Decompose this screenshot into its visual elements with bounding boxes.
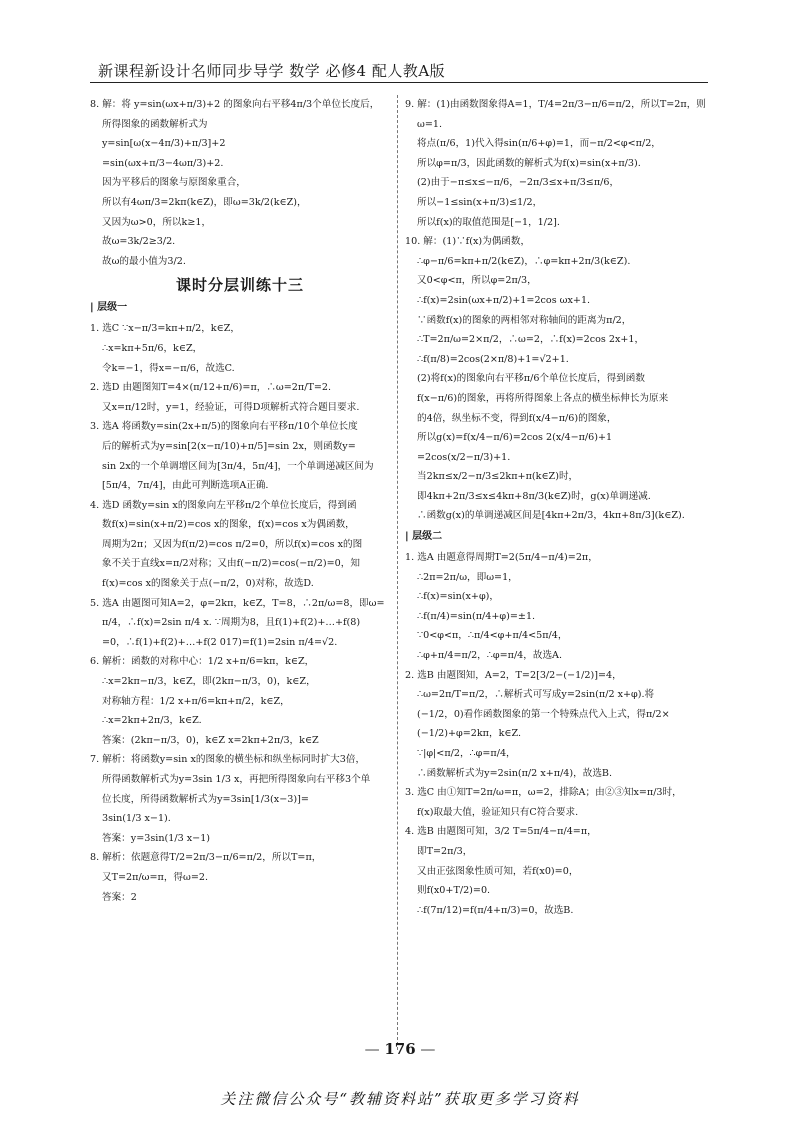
text-line: (−1/2，0)看作函数图象的第一个特殊点代入上式，得π/2× [417, 708, 670, 720]
text-line: 后的解析式为y=sin[2(x−π/10)+π/5]=sin 2x，则函数y= [102, 440, 356, 452]
text-line: 8. 解析：依题意得T/2=2π/3−π/6=π/2，所以T=π， [90, 852, 322, 864]
page-header [90, 58, 708, 83]
left-pre-lines [90, 95, 390, 271]
text-line: y=sin[ω(x−4π/3)+π/3]+2 [102, 138, 226, 150]
text-line: 当2kπ≤x/2−π/3≤2kπ+π(k∈Z)时， [417, 471, 579, 483]
right-lines [405, 95, 710, 526]
left-column [90, 95, 390, 1055]
text-line: 所以g(x)=f(x/4−π/6)=2cos 2(x/4−π/6)+1 [417, 432, 613, 444]
text-line: ∵函数f(x)的图象的两相邻对称轴间的距离为π/2， [417, 314, 632, 326]
level-tag: | 层级一 [90, 302, 128, 314]
text-line: 10. 解：(1)∵f(x)为偶函数， [405, 236, 531, 248]
column-divider [397, 95, 398, 1050]
text-line: 3. 选A 将函数y=sin(2x+π/5)的图象向右平移π/10个单位长度 [90, 421, 358, 433]
text-line: 所得图象的函数解析式为 [102, 118, 208, 130]
page-number: — 176 — [364, 1040, 436, 1058]
text-line: ∴T=2π/ω=2×π/2，∴ω=2，∴f(x)=2cos 2x+1， [417, 334, 645, 346]
text-line: ∴ω=2π/T=π/2，∴解析式可写成y=2sin(π/2 x+φ).将 [417, 689, 655, 701]
page-number-value: 176 [384, 1040, 416, 1058]
text-line: ∴函数解析式为y=2sin(π/2 x+π/4)，故选B. [417, 767, 613, 779]
text-line: [5π/4，7π/4]，由此可判断选项A正确. [102, 480, 269, 492]
text-line: (2)将f(x)的图象向右平移π/6个单位长度后，得到函数 [417, 373, 645, 385]
text-line: ω=1. [417, 118, 443, 130]
text-line: ∴x=2kπ−π/3，k∈Z，即(2kπ−π/3，0)，k∈Z， [102, 676, 316, 688]
text-line: 答案：2 [102, 891, 137, 903]
text-line: ∴φ+π/4=π/2，∴φ=π/4，故选A. [417, 650, 563, 662]
footer-note: 关注微信公众号“教辅资料站”获取更多学习资料 [220, 1090, 580, 1108]
text-line: 1. 选A 由题意得周期T=2(5π/4−π/4)=2π， [405, 552, 598, 564]
text-line: 即T=2π/3， [417, 845, 473, 857]
text-line: 又由正弦图象性质可知，若f(x0)=0， [417, 865, 579, 877]
text-line: f(x−π/6)的图象，再将所得图象上各点的横坐标伸长为原来 [417, 392, 669, 404]
text-line: ∴f(π/4)=sin(π/4+φ)=±1. [417, 610, 536, 622]
text-line: 即4kπ+2π/3≤x≤4kπ+8π/3(k∈Z)时，g(x)单调递减. [417, 490, 651, 502]
text-line: ∴φ−π/6=kπ+π/2(k∈Z)，∴φ=kπ+2π/3(k∈Z). [417, 255, 631, 267]
text-line: 3sin(1/3 x−1). [102, 813, 171, 825]
text-line: 令k=−1，得x=−π/6，故选C. [102, 362, 235, 374]
text-line: 所以f(x)的取值范围是[−1，1/2]. [417, 216, 560, 228]
text-line: 又因为ω>0，所以k≥1， [102, 216, 212, 228]
text-line: 3. 选C 由①知T=2π/ω=π，ω=2，排除A；由②③知x=π/3时， [405, 787, 682, 799]
text-line: 6. 解析：函数的对称中心：1/2 x+π/6=kπ，k∈Z， [90, 656, 315, 668]
text-line: ∴x=kπ+5π/6，k∈Z， [102, 342, 203, 354]
text-line: =0，∴f(1)+f(2)+…+f(2 017)=f(1)=2sin π/4=√2. [102, 636, 338, 648]
text-line: 象不关于直线x=π/2对称；又由f(−π/2)=cos(−π/2)=0，知 [102, 558, 360, 570]
text-line: 4. 选D 函数y=sin x的图象向左平移π/2个单位长度后，得到函 [90, 499, 357, 511]
text-line: 又0<φ<π，所以φ=2π/3， [417, 275, 537, 287]
text-line: 周期为2π；又因为f(π/2)=cos π/2=0，所以f(x)=cos x的图 [102, 538, 363, 550]
text-line: 所得函数解析式为y=3sin 1/3 x，再把所得图象向右平移3个单 [102, 774, 371, 785]
text-line: ∴f(7π/12)=f(π/4+π/3)=0，故选B. [417, 904, 574, 916]
text-line: 故ω=3k/2≥3/2. [102, 236, 176, 248]
text-line: 2. 选D 由题图知T=4×(π/12+π/6)=π，∴ω=2π/T=2. [90, 382, 332, 394]
text-line: 9. 解：(1)由函数图象得A=1，T/4=2π/3−π/6=π/2，所以T=2π，则 [405, 99, 706, 110]
text-line: 将点(π/6，1)代入得sin(π/6+φ)=1，而−π/2<φ<π/2， [417, 138, 661, 150]
text-line: ∴2π=2π/ω，即ω=1， [417, 571, 518, 583]
text-line: 故ω的最小值为3/2. [102, 255, 186, 267]
text-line: 4. 选B 由题图可知，3/2 T=5π/4−π/4=π， [405, 826, 597, 838]
text-line: 8. 解：将 y=sin(ωx+π/3)+2 的图象向右平移4π/3个单位长度后， [90, 99, 380, 110]
text-line: 2. 选B 由题图知，A=2，T=2[3/2−(−1/2)]=4， [405, 669, 622, 681]
text-line: f(x)=cos x的图象关于点(−π/2，0)对称，故选D. [102, 578, 314, 590]
text-line: 所以φ=π/3，因此函数的解析式为f(x)=sin(x+π/3). [417, 157, 641, 169]
text-line: 的4倍，纵坐标不变，得到f(x/4−π/6)的图象， [417, 412, 617, 424]
text-line: ∴函数g(x)的单调递减区间是[4kπ+2π/3，4kπ+8π/3](k∈Z). [417, 510, 685, 522]
text-line: 7. 解析：将函数y=sin x的图象的横坐标和纵坐标同时扩大3倍， [90, 754, 366, 766]
text-line: 所以−1≤sin(x+π/3)≤1/2， [417, 196, 543, 208]
text-line: ∴f(x)=2sin(ωx+π/2)+1=2cos ωx+1. [417, 294, 591, 306]
text-line: 5. 选A 由题图可知A=2，φ=2kπ，k∈Z，T=8，∴2π/ω=8，即ω= [90, 597, 385, 609]
text-line: f(x)取最大值，验证知只有C符合要求. [417, 806, 579, 818]
text-line: ∵|φ|<π/2，∴φ=π/4， [417, 748, 516, 759]
text-line: 答案：y=3sin(1/3 x−1) [102, 832, 211, 844]
text-line: ∴f(x)=sin(x+φ)， [417, 591, 500, 603]
text-line: 则f(x0+T/2)=0. [417, 885, 491, 897]
text-line: 答案：(2kπ−π/3，0)，k∈Z x=2kπ+2π/3，k∈Z [102, 734, 319, 746]
text-line: sin 2x的一个单调增区间为[3π/4，5π/4]，一个单调递减区间为 [102, 460, 374, 472]
text-line: (−1/2)+φ=2kπ，k∈Z. [417, 728, 522, 740]
text-line: 数f(x)=sin(x+π/2)=cos x的图象，f(x)=cos x为偶函数， [102, 519, 355, 531]
text-line: ∵0<φ<π，∴π/4<φ+π/4<5π/4， [417, 630, 568, 642]
right-column [405, 95, 710, 1055]
text-line: π/4，∴f(x)=2sin π/4 x. ∵周期为8，且f(1)+f(2)+…+f(8) [102, 617, 361, 629]
text-line: =sin(ωx+π/3−4ωπ/3)+2. [102, 157, 224, 169]
level-two-label: 层级二 [412, 531, 443, 543]
header-title: 新课程新设计名师同步导学 数学 必修4 配人教A版 [98, 62, 446, 80]
right-lines-2 [405, 548, 710, 920]
text-line: ∴f(π/8)=2cos(2×π/8)+1=√2+1. [417, 353, 569, 365]
text-line: ∴x=2kπ+2π/3，k∈Z. [102, 715, 202, 727]
text-line: (2)由于−π≤x≤−π/6，−2π/3≤x+π/3≤π/6， [417, 177, 620, 189]
level-one-label: 层级一 [97, 302, 128, 314]
text-line: 又x=π/12时，y=1，经验证，可得D项解析式符合题目要求. [102, 401, 360, 413]
left-lines [90, 319, 390, 907]
text-line: =2cos(x/2−π/3)+1. [417, 451, 511, 463]
section-title: 课时分层训练十三 [175, 276, 304, 295]
text-line: 对称轴方程：1/2 x+π/6=kπ+π/2，k∈Z， [102, 695, 290, 707]
level-tag: | 层级二 [405, 531, 443, 543]
text-line: 位长度，所得函数解析式为y=3sin[1/3(x−3)]= [102, 793, 309, 805]
text-line: 1. 选C ∵x−π/3=kπ+π/2，k∈Z， [90, 323, 240, 335]
text-line: 又T=2π/ω=π，得ω=2. [102, 871, 209, 883]
text-line: 所以有4ωπ/3=2kπ(k∈Z)，即ω=3k/2(k∈Z)， [102, 196, 307, 208]
text-line: 因为平移后的图象与原图象重合， [102, 177, 246, 189]
